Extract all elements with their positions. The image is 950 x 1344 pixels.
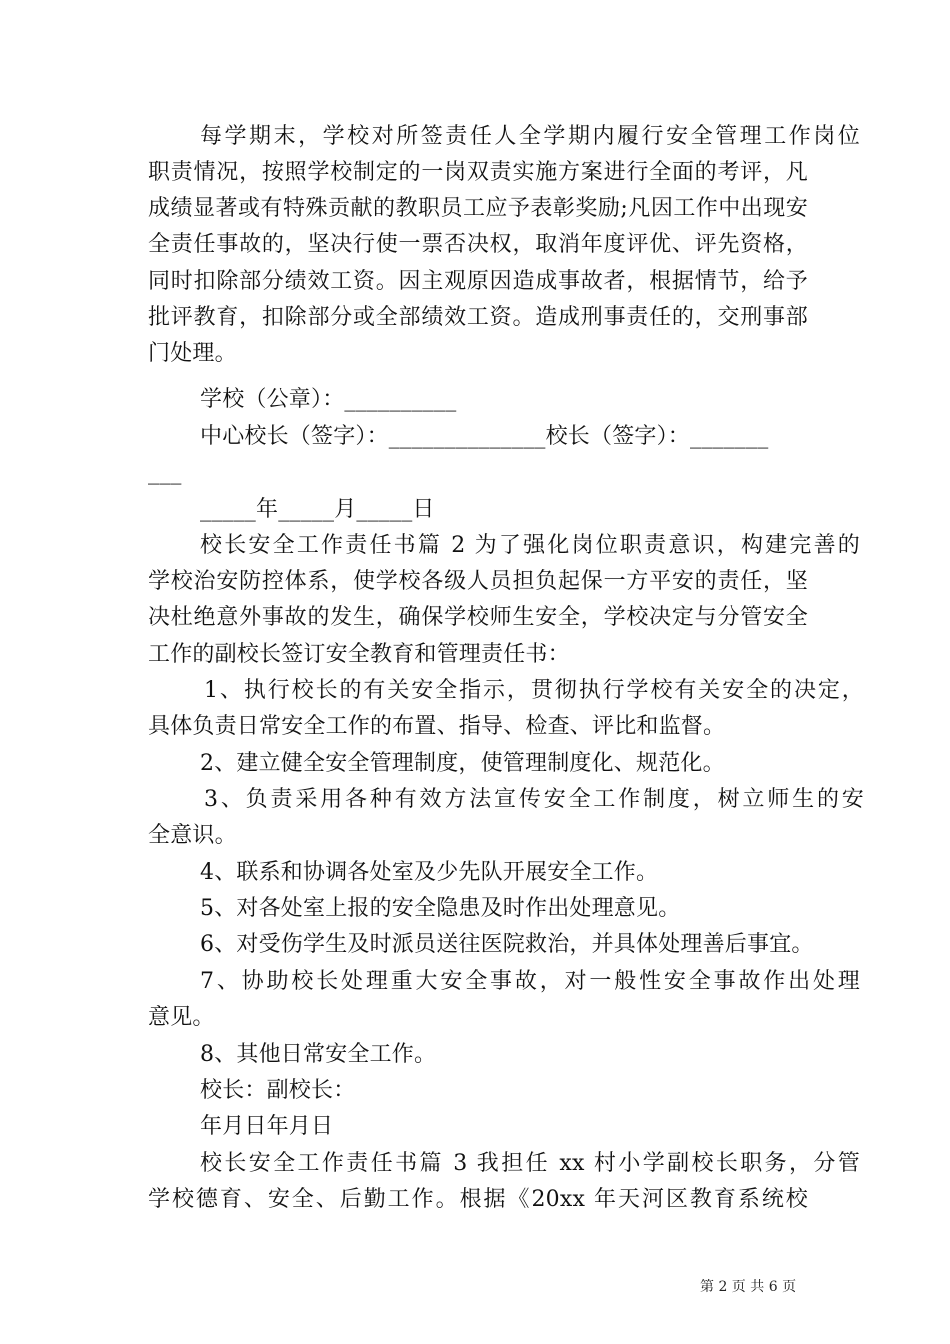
text-line: 决杜绝意外事故的发生，确保学校师生安全，学校决定与分管安全 (148, 605, 808, 630)
date-labels: 年月日年月日 (200, 1114, 334, 1139)
text-line: 门处理。 (148, 341, 237, 366)
text-line: 每学期末，学校对所签责任人全学期内履行安全管理工作岗位 (200, 124, 860, 149)
text-line: 学校德育、安全、后勤工作。根据《20xx 年天河区教育系统校 (148, 1187, 808, 1212)
text-line: 全责任事故的，坚决行使一票否决权，取消年度评优、评先资格， (148, 232, 808, 257)
text-line: 校长安全工作责任书篇 2 为了强化岗位职责意识，构建完善的 (200, 533, 860, 558)
signature-line: 中心校长（签字）：______________校长（签字）：_______ (200, 424, 769, 449)
text-line: 工作的副校长签订安全教育和管理责任书： (148, 642, 570, 667)
list-item-continued: 具体负责日常安全工作的布置、指导、检查、评比和监督。 (148, 714, 726, 739)
signature-labels: 校长：副校长： (200, 1078, 356, 1103)
list-item: 2、建立健全安全管理制度，使管理制度化、规范化。 (200, 751, 725, 776)
signature-line-continued: ___ (148, 460, 182, 485)
text-line: 批评教育，扣除部分或全部绩效工资。造成刑事责任的，交刑事部 (148, 305, 808, 330)
page-number: 第 2 页 共 6 页 (700, 1279, 797, 1295)
text-line: 同时扣除部分绩效工资。因主观原因造成事故者，根据情节，给予 (148, 269, 808, 294)
list-item: 8、其他日常安全工作。 (200, 1042, 437, 1067)
date-line: _____年_____月_____日 (200, 497, 435, 522)
list-item: 4、联系和协调各处室及少先队开展安全工作。 (200, 860, 659, 885)
text-line: 职责情况，按照学校制定的一岗双责实施方案进行全面的考评，凡 (148, 160, 808, 185)
list-item: 7、协助校长处理重大安全事故，对一般性安全事故作出处理 (200, 969, 860, 994)
list-item-continued: 全意识。 (148, 823, 237, 848)
list-item: 3、负责采用各种有效方法宣传安全工作制度，树立师生的安 (204, 787, 864, 812)
list-item: 5、对各处室上报的安全隐患及时作出处理意见。 (200, 896, 681, 921)
text-line: 校长安全工作责任书篇 3 我担任 xx 村小学副校长职务，分管 (200, 1151, 860, 1176)
text-line: 学校治安防控体系，使学校各级人员担负起保一方平安的责任，坚 (148, 569, 808, 594)
text-line: 成绩显著或有特殊贡献的教职员工应予表彰奖励;凡因工作中出现安 (148, 196, 808, 221)
list-item: 6、对受伤学生及时派员送往医院救治，并具体处理善后事宜。 (200, 932, 814, 957)
school-seal-line: 学校（公章）：__________ (200, 387, 457, 412)
list-item-continued: 意见。 (148, 1005, 215, 1030)
list-item: 1、执行校长的有关安全指示，贯彻执行学校有关安全的决定， (204, 678, 864, 703)
